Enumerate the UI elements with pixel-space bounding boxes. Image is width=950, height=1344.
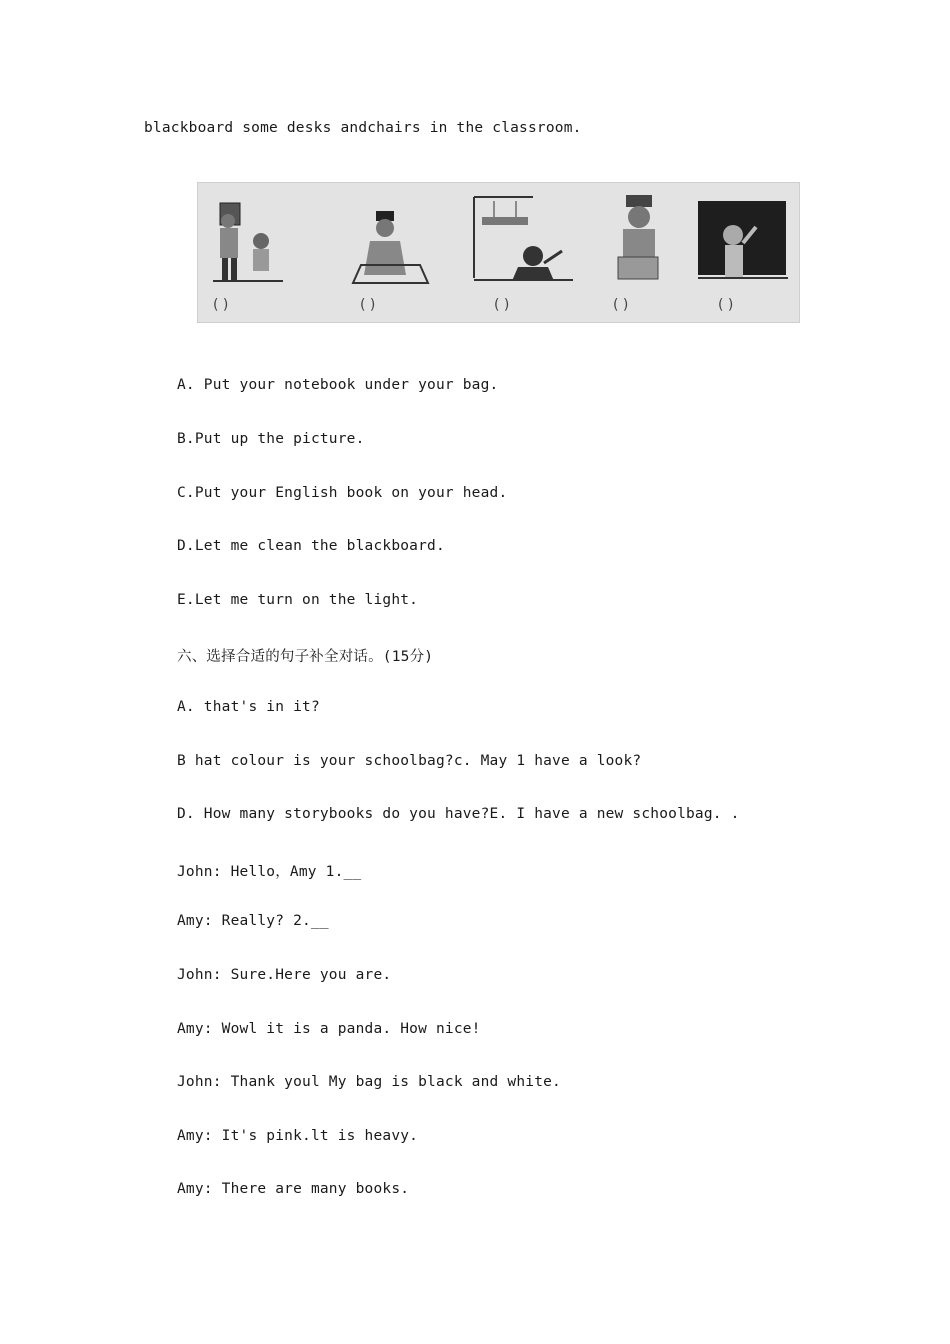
choice-b-c: B hat colour is your schoolbag?c. May 1 have a look? — [177, 753, 642, 769]
option-d: D.Let me clean the blackboard. — [177, 538, 445, 554]
dialogue-line-5: John: Thank youl My bag is black and white. — [177, 1074, 561, 1090]
girl-sitting-with-book-on-head-icon — [353, 211, 428, 283]
dialogue-line-1: John: Hello，Amy 1.__ — [177, 864, 362, 880]
dialogue-line-3: John: Sure.Here you are. — [177, 967, 392, 983]
blank-4: ( ) — [613, 297, 629, 313]
option-b: B.Put up the picture. — [177, 431, 365, 447]
girl-cleaning-blackboard-icon — [698, 201, 788, 278]
blank-1: ( ) — [213, 297, 229, 313]
blank-3: ( ) — [494, 297, 510, 313]
section-6-title: 六、选择合适的句子补全对话。(15分) — [177, 649, 434, 665]
choice-a: A. that's in it? — [177, 699, 320, 715]
dialogue-line-6: Amy: It's pink.lt is heavy. — [177, 1128, 419, 1144]
dialogue-line-2: Amy: Really? 2.__ — [177, 913, 329, 929]
option-c: C.Put your English book on your head. — [177, 485, 508, 501]
blank-5: ( ) — [718, 297, 734, 313]
dialogue-line-7: Amy: There are many books. — [177, 1181, 410, 1197]
boy-with-notebook-and-bag-icon — [618, 195, 658, 279]
option-e: E.Let me turn on the light. — [177, 592, 419, 608]
boy-and-girl-hanging-picture-icon — [213, 203, 283, 281]
intro-text: blackboard some desks andchairs in the classroom. — [144, 120, 582, 136]
choice-d-e: D. How many storybooks do you have?E. I have a new schoolbag. . — [177, 806, 740, 822]
blank-2: ( ) — [360, 297, 376, 313]
picture-matching-figure — [197, 182, 800, 323]
boy-turning-on-light-icon — [474, 197, 573, 281]
dialogue-line-4: Amy: Wowl it is a panda. How nice! — [177, 1021, 481, 1037]
option-a: A. Put your notebook under your bag. — [177, 377, 499, 393]
